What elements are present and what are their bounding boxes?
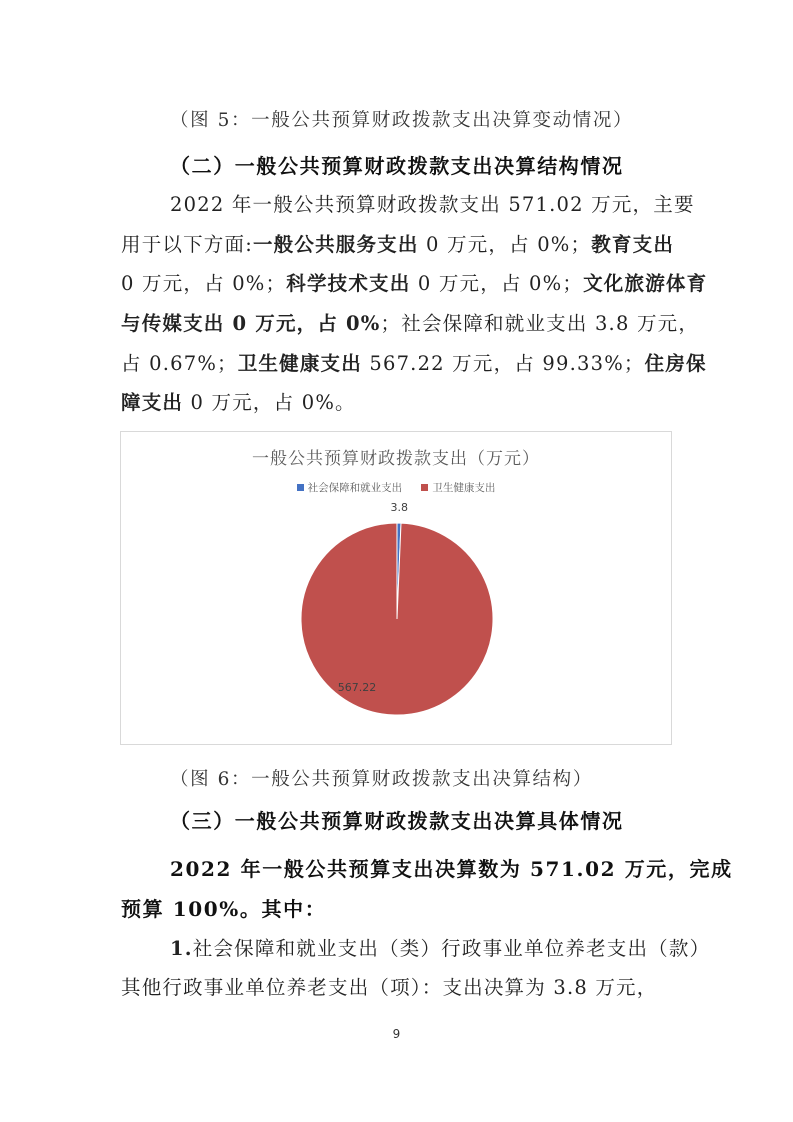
pie-data-label-0: 3.8 [390, 501, 408, 515]
para1-line-4 [121, 308, 699, 336]
legend-label: 社会保障和就业支出 [307, 482, 403, 494]
para1-line-1 [170, 189, 695, 217]
para1-bold-term: 住房保 [644, 352, 707, 375]
legend-item-social-security [297, 480, 403, 495]
pie-slice-1 [301, 523, 493, 715]
section-2-heading: （二）一般公共预算财政拨款支出决算结构情况 [170, 154, 624, 178]
legend-label: 卫生健康支出 [432, 482, 496, 494]
section-3-heading: （三）一般公共预算财政拨款支出决算具体情况 [170, 809, 624, 833]
para1-text: 0 万元，占 0%。 [183, 391, 356, 414]
pie-chart [120, 431, 672, 745]
para1-bold-term: 障支出 [121, 391, 184, 414]
legend-swatch [421, 484, 428, 491]
para1-text: 占 0.67%； [121, 352, 238, 375]
para3-line-2: 其他行政事业单位养老支出（项）：支出决算为 3.8 万元， [121, 976, 658, 999]
para3-text: 社会保障和就业支出（类）行政事业单位养老支出（款） [192, 937, 711, 960]
para1-text: 0 万元，占 0%； [418, 233, 592, 256]
para2-line-1: 2022 年一般公共预算支出决算数为 571.02 万元，完成 [170, 857, 733, 881]
para1-line-2 [121, 229, 674, 257]
para1-line-3 [121, 268, 707, 296]
legend-item-health [421, 480, 495, 495]
para1-text: 用于以下方面: [121, 233, 253, 256]
legend-swatch [297, 484, 304, 491]
para1-text: 0 万元，占 0%； [121, 272, 287, 295]
para1-bold-term: 文化旅游体育 [583, 272, 708, 295]
para1-text: 567.22 万元，占 99.33%； [361, 352, 645, 375]
figure-5-caption: （图 5：一般公共预算财政拨款支出决算变动情况） [170, 110, 634, 131]
para1-line-5 [121, 348, 707, 376]
para1-bold-term: 教育支出 [591, 233, 675, 256]
para1-text: 0 万元，占 0%； [410, 272, 584, 295]
para2-line-2: 预算 100%。其中： [121, 897, 327, 921]
para1-bold-term: 科学技术支出 [286, 272, 411, 295]
pie-data-label-1: 567.22 [337, 681, 377, 694]
para3-line-1 [170, 933, 710, 961]
para1-text: ；社会保障和就业支出 3.8 万元， [380, 312, 700, 335]
para1-text: 2022 年一般公共预算财政拨款支出 571.02 万元，主要 [170, 193, 695, 216]
chart-title: 一般公共预算财政拨款支出（万元） [252, 449, 540, 469]
para1-bold-term: 卫生健康支出 [237, 352, 362, 375]
figure-6-caption: （图 6：一般公共预算财政拨款支出决算结构） [170, 769, 593, 790]
page-number: 9 [392, 1027, 401, 1041]
para1-line-6 [121, 387, 356, 415]
para1-bold-term: 与传媒支出 0 万元，占 0% [121, 312, 381, 335]
para1-bold-term: 一般公共服务支出 [252, 233, 419, 256]
chart-legend [121, 480, 671, 495]
list-number: 1. [170, 937, 193, 960]
